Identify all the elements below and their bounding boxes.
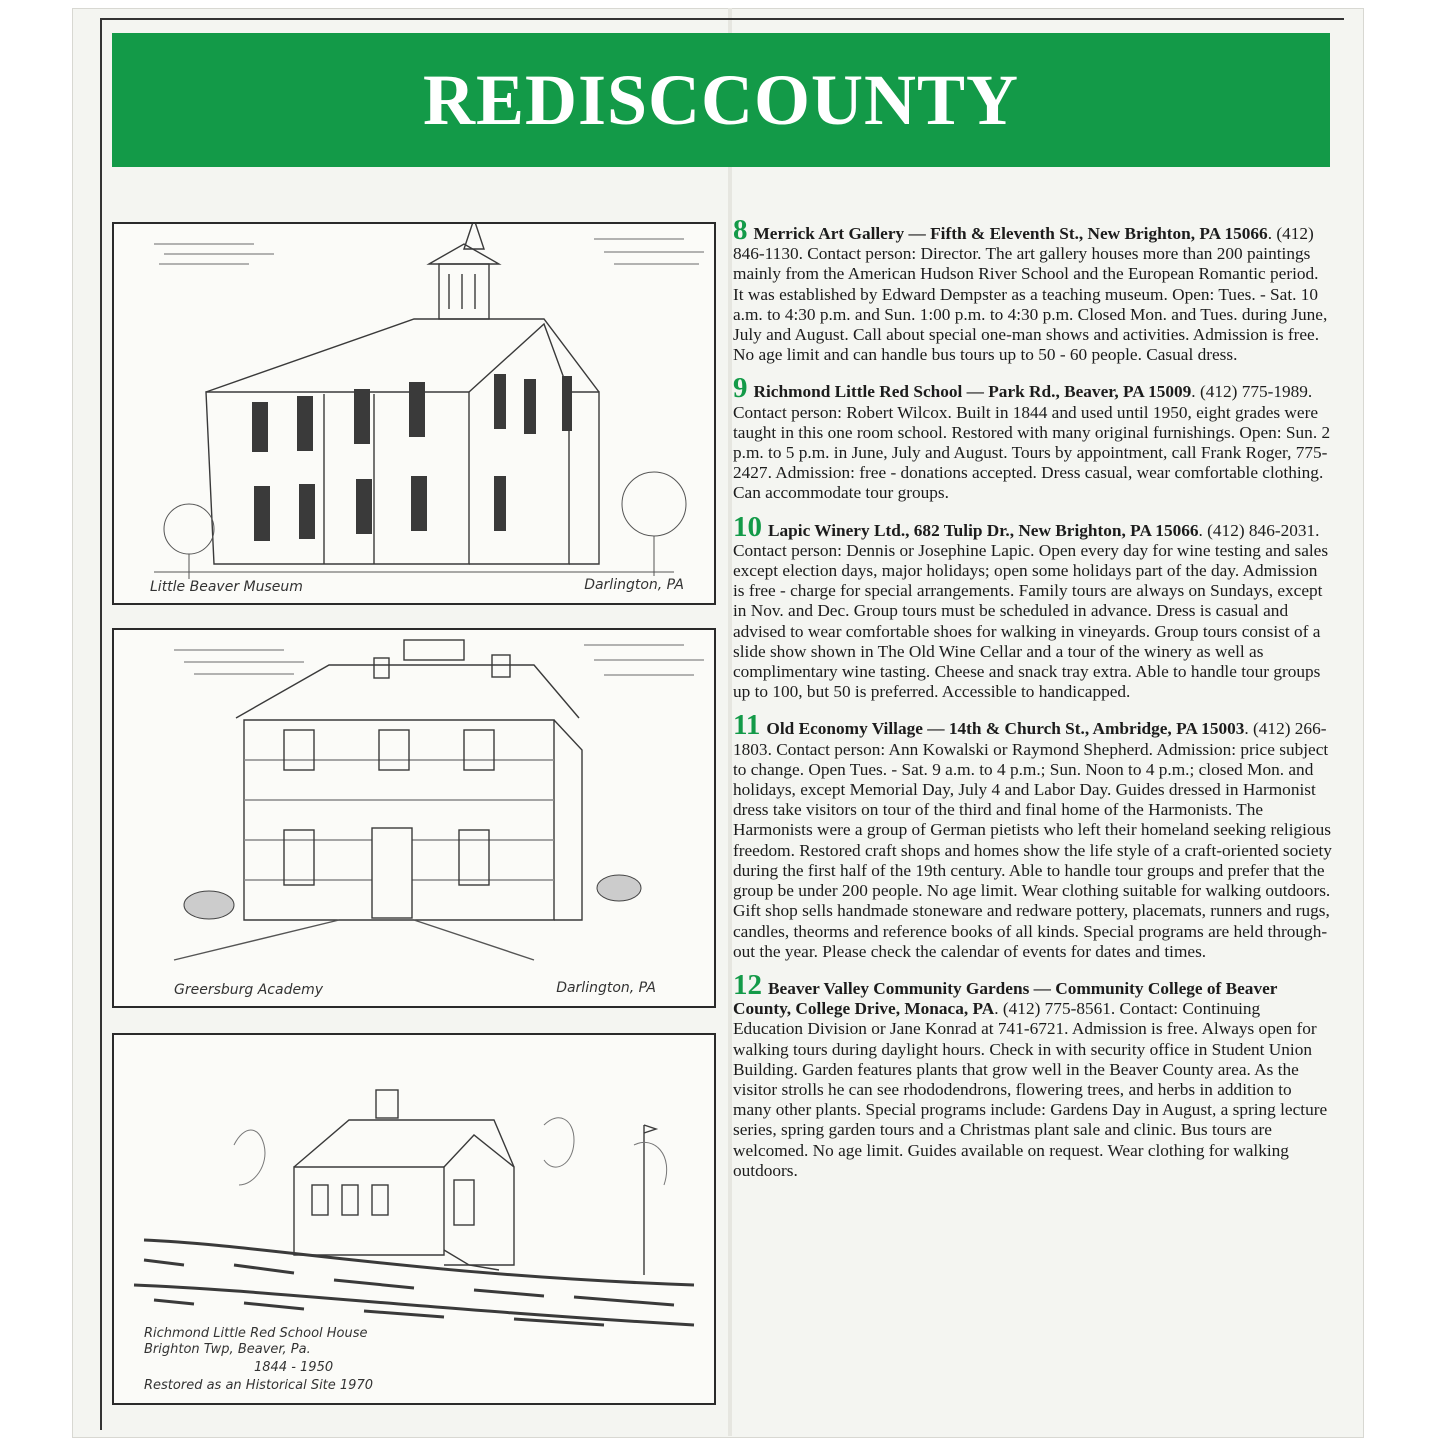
entry-heading: Merrick Art Gallery — Fifth & Eleventh St., New Brighton, PA 15066: [753, 224, 1268, 243]
illustration-richmond-school-house: [112, 1033, 716, 1405]
entry-heading: Richmond Little Red School — Park Rd., Beaver, PA 15009: [753, 382, 1192, 402]
entry-body: . (412) 846-2031. Contact person: Dennis or Josephine Lapic. Open every day for wine testing and sales except election days, major holidays; open some holidays part of the day. Admission is free - charge for special arrangements. Family tours are always on Sundays, except in Nov. and Dec. Group tours must be scheduled in advance. Dress is casual and advised to wear comfortable shoes for walking in vineyards. Group tours consist of a slide show shown in The Old Wine Cellar and a tour of the winery as well as complimentary wine tasting. Cheese and snack tray extra. Able to handle tour groups up to 100, but 50 is preferred. Accessible to handicapped.: [733, 520, 1329, 702]
entry-number: 10: [733, 510, 762, 543]
caption-line-1: Richmond Little Red School House: [144, 1326, 368, 1341]
entry-heading: Lapic Winery Ltd., 682 Tulip Dr., New Brighton, PA 15066: [768, 520, 1199, 540]
listing-entry-11: [733, 709, 1333, 961]
listing-entry-9: [733, 372, 1333, 503]
illustration-little-beaver-museum: [112, 222, 716, 605]
illustration-greersburg-academy: [112, 628, 716, 1008]
entry-body: . (412) 846-1130. Contact person: Director. The art gallery houses more than 200 paintings mainly from the American Hudson River School and the European Romantic period. It was established by Edward Dempster as a teaching museum. Open: Tues. - Sat. 10 a.m. to 4:30 p.m. and Sun. 1:00 p.m. to 4:30 p.m. Closed Mon. and Tues. during June, July and August. Call about special one-man shows and activities. Admission is free. No age limit and can handle bus tours up to 50 - 60 people. Casual dress.: [733, 224, 1328, 365]
caption-right: Darlington, PA: [584, 577, 684, 593]
entry-number: 11: [733, 709, 761, 742]
caption-right: Darlington, PA: [556, 980, 656, 996]
entry-heading: Beaver Valley Community Gardens — Community College of Beaver County, College Drive, Monaca, PA: [733, 978, 1278, 1019]
page-title: REDISCCOUNTY: [422, 59, 1020, 140]
caption-line-3: 1844 - 1950: [254, 1360, 334, 1375]
entry-body: . (412) 266-1803. Contact person: Ann Kowalski or Raymond Shepherd. Admission: price subject to change. Open Tues. - Sat. 9 a.m. to 4 p.m.; Sun. Noon to 4 p.m.; closed Mon. and holidays, except Memorial Day, July 4 and Labor Day. Guides dressed in Harmonist dress take visitors on tour of the third and final home of the Harmonists. The Harmonists were a group of German pietists who left their homeland seeking religious freedom. Restored craft shops and homes show the life style of a craft-oriented society during the first half of the 19th century. Able to handle tour groups and prefer that the group be under 200 people. No age limit. Wear clothing suitable for walking outdoors. Gift shop sells handmade stoneware and redware pottery, placemats, runners and rugs, candles, theorms and reference books of all kinds. Special programs are held through-out the year. Please check the calendar of events for dates and times.: [733, 719, 1332, 961]
entry-number: 8: [733, 214, 748, 246]
attraction-listings: [733, 214, 1333, 1194]
entry-number: 9: [733, 372, 748, 405]
museum-drawing: [114, 224, 714, 603]
entry-body: . (412) 775-8561. Contact: Continuing Education Division or Jane Konrad at 741-6721. Admission is free. Always open for walking tours during daylight hours. Check in with security office in Student Union Building. Garden features plants that grow well in the Beaver County area. As the visitor strolls he can see rhododendrons, flowering trees, and herbs in addition to many other plants. Special programs include: Gardens Day in August, a spring lecture series, spring garden tours and a Christmas plant sale and clinic. Bus tours are welcomed. No age limit. Guides available on request. Wear clothing for walking outdoors.: [733, 999, 1328, 1180]
entry-heading: Old Economy Village — 14th & Church St., Ambridge, PA 15003: [766, 719, 1245, 739]
academy-drawing: [114, 630, 714, 1006]
title-banner: [112, 33, 1330, 167]
listing-entry-10: [733, 510, 1333, 703]
caption-line-2: Brighton Twp, Beaver, Pa.: [144, 1342, 311, 1357]
listing-entry-12: [733, 968, 1333, 1181]
caption-line-4: Restored as an Historical Site 1970: [144, 1378, 373, 1393]
entry-body: . (412) 775-1989. Contact person: Robert Wilcox. Built in 1844 and used until 1950, eight grades were taught in this one room school. Restored with many original furnishings. Open: Sun. 2 p.m. to 5 p.m. in June, July and August. Tours by appointment, call Frank Roger, 775-2427. Admission: free - donations accepted. Dress casual, wear comfortable clothing. Can accommodate tour groups.: [733, 382, 1331, 503]
listing-entry-8: [733, 214, 1333, 365]
caption-left: Little Beaver Museum: [150, 579, 303, 595]
entry-number: 12: [733, 968, 762, 1001]
caption-left: Greersburg Academy: [174, 982, 324, 998]
